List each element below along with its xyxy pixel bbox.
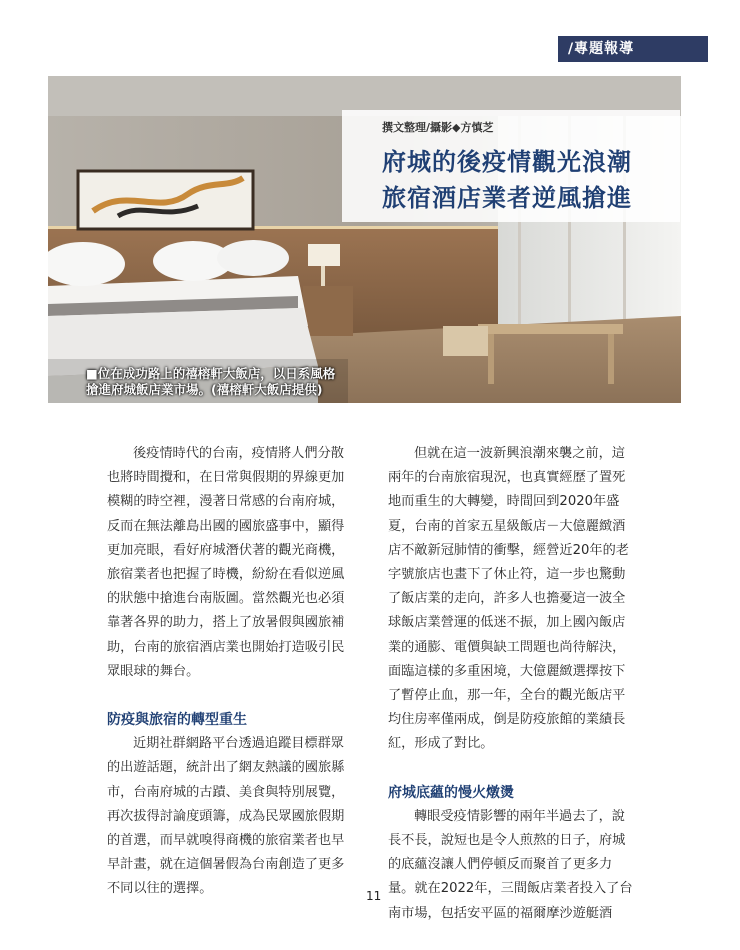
- text-line: 夏，台南的首家五星級飯店－大億麗緻酒: [388, 518, 626, 534]
- text-line: 後疫情時代的台南，疫情將人們分散: [133, 446, 344, 461]
- article-title-line-1: 府城的後疫情觀光浪潮: [382, 148, 632, 176]
- text-line: 市，台南府城的古蹟、美食與特別展覽，: [107, 784, 345, 800]
- text-line: 的首選，而早就嗅得商機的旅宿業者也早: [107, 833, 345, 848]
- text-line: 長不長，說短也是令人煎熬的日子，府城: [388, 833, 626, 848]
- text-line: 了飯店業的走向，許多人也擔憂這一波全: [388, 591, 626, 607]
- section-tag: /專題報導: [558, 36, 708, 62]
- text-line: 早計畫，就在這個暑假為台南創造了更多: [107, 857, 345, 873]
- text-line: 了暫停止血，那一年，全台的觀光飯店平: [388, 687, 626, 703]
- text-line: 兩年的台南旅宿現況，也真實經歷了置死: [388, 470, 626, 486]
- section-heading: 府城底蘊的慢火燉燙: [388, 784, 514, 801]
- text-line: 南市場，包括安平區的福爾摩沙遊艇酒: [388, 905, 613, 921]
- text-line: 模糊的時空裡，漫著日常感的台南府城，: [107, 494, 345, 510]
- text-line: 不同以往的選擇。: [107, 881, 213, 897]
- text-line: 也將時間攪和，在日常與假期的界線更加: [107, 470, 345, 486]
- text-line: 再次拔得討論度頭籌，成為民眾國旅假期: [107, 808, 345, 824]
- text-line: 均住房率僅兩成，倒是防疫旅館的業績長: [388, 712, 626, 728]
- text-line: 業的通膨、電價與缺工問題也尚待解決，: [388, 639, 626, 655]
- text-line: 但就在這一波新興浪潮來襲之前，這: [414, 446, 625, 461]
- caption-line: ■位在成功路上的禧榕軒大飯店，以日系風格: [86, 366, 336, 381]
- text-line: 的出遊話題，統計出了網友熱議的國旅縣: [107, 760, 345, 776]
- text-line: 靠著各界的助力，搭上了放暑假與國旅補: [107, 615, 345, 631]
- text-line: 面臨這樣的多重困境，大億麗緻選擇按下: [388, 663, 626, 679]
- byline: 撰文整理/攝影◆方慎芝: [382, 121, 494, 134]
- text-line: 的底蘊沒讓人們停頓反而聚首了更多力: [388, 857, 613, 873]
- page-number: 11: [366, 889, 382, 903]
- text-line: 紅，形成了對比。: [388, 736, 494, 752]
- text-line: 轉眼受疫情影響的兩年半過去了，說: [414, 808, 625, 824]
- text-line: 反而在無法離島出國的國旅盛事中，顯得: [107, 518, 345, 534]
- text-line: 字號旅店也畫下了休止符，這一步也驚動: [388, 566, 626, 582]
- text-line: 量。就在2022年，三間飯店業者投入了台: [388, 881, 633, 897]
- text-line: 更加亮眼，看好府城潛伏著的觀光商機，: [107, 542, 345, 558]
- spacer: [388, 756, 638, 780]
- text-line: 地而重生的大轉變，時間回到2020年盛: [388, 494, 620, 510]
- photo-caption: [86, 366, 335, 398]
- text-line: 店不敵新冠肺情的衝擊，經營近20年的老: [388, 542, 629, 558]
- text-line: 球飯店業營運的低迷不振，加上國內飯店: [388, 615, 626, 631]
- text-line: 旅宿業者也把握了時機，紛紛在看似逆風: [107, 566, 345, 582]
- article-title-line-2: 旅宿酒店業者逆風搶進: [382, 184, 632, 212]
- title-box: [342, 110, 680, 222]
- spacer: [107, 684, 357, 708]
- hero-photo: [48, 76, 681, 403]
- text-line: 的狀態中搶進台南版圖。當然觀光也必須: [107, 591, 345, 607]
- text-line: 眾眼球的舞台。: [107, 663, 200, 679]
- text-line: 近期社群網路平台透過追蹤目標群眾: [133, 736, 344, 752]
- caption-line: 搶進府城飯店業市場。(禧榕軒大飯店提供): [86, 382, 323, 397]
- text-line: 助，台南的旅宿酒店業也開始打造吸引民: [107, 639, 345, 655]
- right-column: [388, 442, 638, 926]
- left-column: [107, 442, 357, 902]
- section-heading: 防疫與旅宿的轉型重生: [107, 712, 247, 729]
